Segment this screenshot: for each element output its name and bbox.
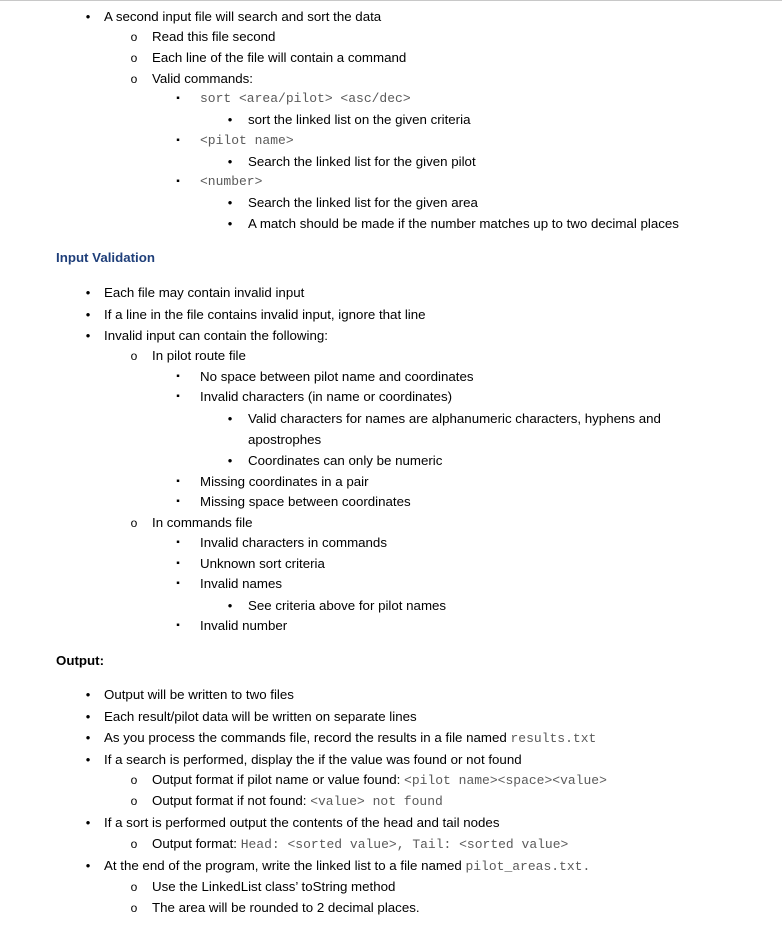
bullet-l3: ▪ bbox=[176, 558, 180, 569]
list-item: If a sort is performed output the contents of the head and tail nodes bbox=[104, 815, 500, 830]
page-top-rule bbox=[0, 0, 782, 1]
bullet-l1: • bbox=[85, 815, 91, 830]
list-item: If a search is performed, display the if the value was found or not found bbox=[104, 752, 522, 767]
list-item: No space between pilot name and coordinates bbox=[200, 369, 474, 384]
list-item: Each line of the file will contain a command bbox=[152, 50, 407, 65]
list-item: Unknown sort criteria bbox=[200, 556, 325, 571]
list-item: Invalid number bbox=[200, 618, 288, 633]
bullet-l3: ▪ bbox=[176, 496, 180, 507]
list-item: Each result/pilot data will be written on separate lines bbox=[104, 709, 417, 724]
bullet-l3: ▪ bbox=[176, 391, 180, 402]
command-pilot: <pilot name> bbox=[200, 133, 294, 148]
results-file-text: As you process the commands file, record the results in a file named bbox=[104, 730, 511, 745]
bullet-l3: ▪ bbox=[176, 578, 180, 589]
bullet-l2: o bbox=[130, 51, 138, 65]
list-item: See criteria above for pilot names bbox=[248, 598, 447, 613]
bullet-l3: ▪ bbox=[176, 176, 180, 187]
list-item: Invalid characters (in name or coordinates) bbox=[200, 389, 453, 404]
list-item: In commands file bbox=[152, 515, 253, 530]
list-item bbox=[152, 792, 443, 811]
list-item: A match should be made if the number matches up to two decimal places bbox=[248, 216, 679, 231]
bullet-l2: o bbox=[130, 773, 138, 787]
list-item: Output will be written to two files bbox=[104, 687, 294, 702]
bullet-l4: • bbox=[227, 112, 233, 127]
command-number: <number> bbox=[200, 174, 263, 189]
bullet-l2: o bbox=[130, 72, 138, 86]
list-item: Search the linked list for the given pilot bbox=[248, 154, 476, 169]
list-item-continuation: apostrophes bbox=[248, 432, 322, 447]
list-item: A second input file will search and sort the data bbox=[104, 9, 382, 24]
bullet-l4: • bbox=[227, 195, 233, 210]
bullet-l1: • bbox=[85, 687, 91, 702]
list-item bbox=[152, 771, 607, 790]
bullet-l1: • bbox=[85, 730, 91, 745]
not-found-format-text: Output format if not found: bbox=[152, 793, 311, 808]
bullet-l3: ▪ bbox=[176, 620, 180, 631]
bullet-l2: o bbox=[130, 30, 138, 44]
list-item: sort the linked list on the given criteria bbox=[248, 112, 471, 127]
list-item: Search the linked list for the given area bbox=[248, 195, 478, 210]
areas-file-text: At the end of the program, write the linked list to a file named bbox=[104, 858, 466, 873]
found-format-text: Output format if pilot name or value found: bbox=[152, 772, 405, 787]
list-item: Invalid names bbox=[200, 576, 283, 591]
results-file-name: results.txt bbox=[510, 731, 597, 746]
list-item bbox=[104, 729, 596, 748]
bullet-l3: ▪ bbox=[176, 135, 180, 146]
sort-format-text: Output format: bbox=[152, 836, 241, 851]
list-item: Coordinates can only be numeric bbox=[248, 453, 443, 468]
list-item: Use the LinkedList class’ toString method bbox=[152, 879, 396, 894]
list-item bbox=[104, 857, 590, 876]
bullet-l3: ▪ bbox=[176, 371, 180, 382]
list-item: Valid characters for names are alphanumeric characters, hyphens and bbox=[248, 411, 661, 426]
bullet-l4: • bbox=[227, 598, 233, 613]
bullet-l1: • bbox=[85, 858, 91, 873]
bullet-l2: o bbox=[130, 837, 138, 851]
bullet-l2: o bbox=[130, 901, 138, 915]
bullet-l2: o bbox=[130, 516, 138, 530]
bullet-l1: • bbox=[85, 9, 91, 24]
list-item: Each file may contain invalid input bbox=[104, 285, 305, 300]
list-item: In pilot route file bbox=[152, 348, 246, 363]
bullet-l1: • bbox=[85, 328, 91, 343]
list-item: Invalid input can contain the following: bbox=[104, 328, 328, 343]
bullet-l4: • bbox=[227, 453, 233, 468]
bullet-l1: • bbox=[85, 285, 91, 300]
bullet-l4: • bbox=[227, 154, 233, 169]
bullet-l1: • bbox=[85, 307, 91, 322]
bullet-l1: • bbox=[85, 709, 91, 724]
bullet-l3: ▪ bbox=[176, 476, 180, 487]
list-item: Missing coordinates in a pair bbox=[200, 474, 369, 489]
heading-output: Output: bbox=[56, 653, 104, 668]
bullet-l4: • bbox=[227, 411, 233, 426]
list-item: Missing space between coordinates bbox=[200, 494, 411, 509]
found-format-code: <pilot name><space><value> bbox=[404, 773, 607, 788]
list-item: Read this file second bbox=[152, 29, 276, 44]
bullet-l2: o bbox=[130, 880, 138, 894]
not-found-format-code: <value> not found bbox=[310, 794, 443, 809]
bullet-l2: o bbox=[130, 349, 138, 363]
list-item: Valid commands: bbox=[152, 71, 253, 86]
bullet-l3: ▪ bbox=[176, 93, 180, 104]
list-item bbox=[152, 835, 568, 854]
list-item: Invalid characters in commands bbox=[200, 535, 387, 550]
list-item: If a line in the file contains invalid input, ignore that line bbox=[104, 307, 426, 322]
bullet-l1: • bbox=[85, 752, 91, 767]
bullet-l2: o bbox=[130, 794, 138, 808]
command-sort: sort <area/pilot> <asc/dec> bbox=[200, 91, 411, 106]
list-item: The area will be rounded to 2 decimal places. bbox=[152, 900, 420, 915]
bullet-l4: • bbox=[227, 216, 233, 231]
areas-file-name: pilot_areas.txt. bbox=[465, 859, 591, 874]
sort-format-code: Head: <sorted value>, Tail: <sorted value> bbox=[240, 837, 569, 852]
bullet-l3: ▪ bbox=[176, 537, 180, 548]
heading-input-validation: Input Validation bbox=[56, 250, 155, 265]
